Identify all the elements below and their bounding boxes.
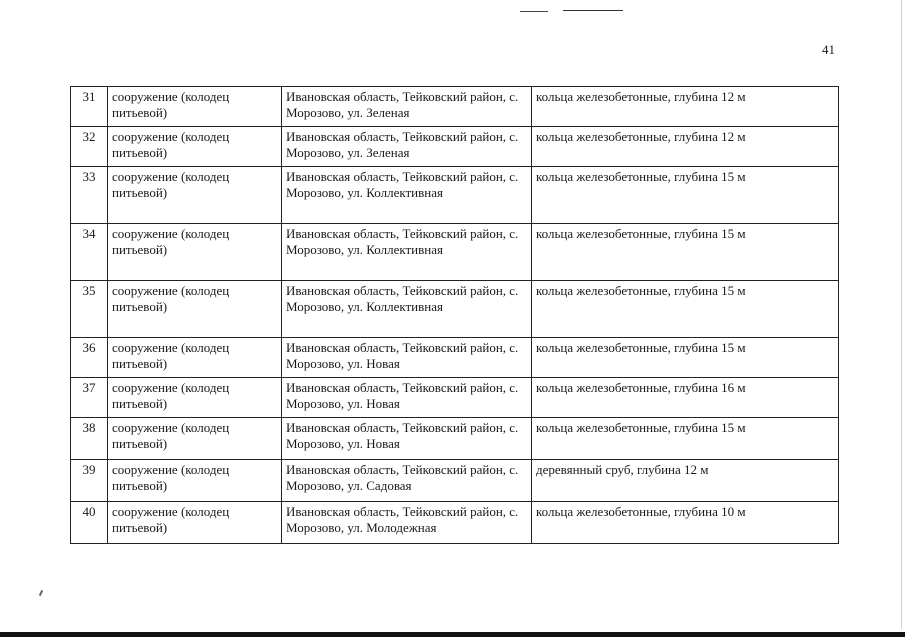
table-row — [71, 224, 839, 281]
object-address: Ивановская область, Тейковский район, с. Морозово, ул. Молодежная — [282, 502, 532, 544]
table-row — [71, 460, 839, 502]
object-name: сооружение (колодец питьевой) — [108, 502, 282, 544]
object-description: кольца железобетонные, глубина 15 м — [532, 281, 839, 338]
row-number: 39 — [71, 460, 108, 502]
scan-edge-line — [901, 0, 902, 640]
row-number: 40 — [71, 502, 108, 544]
wells-registry-table — [70, 86, 839, 544]
table-row — [71, 87, 839, 127]
object-description: кольца железобетонные, глубина 15 м — [532, 338, 839, 378]
object-address: Ивановская область, Тейковский район, с. Морозово, ул. Новая — [282, 378, 532, 418]
object-description: кольца железобетонные, глубина 15 м — [532, 418, 839, 460]
object-name: сооружение (колодец питьевой) — [108, 338, 282, 378]
object-address: Ивановская область, Тейковский район, с. Морозово, ул. Зеленая — [282, 87, 532, 127]
object-description: кольца железобетонные, глубина 10 м — [532, 502, 839, 544]
table-row — [71, 502, 839, 544]
scan-mark — [563, 10, 623, 11]
object-name: сооружение (колодец питьевой) — [108, 224, 282, 281]
page-number: 41 — [822, 42, 835, 57]
table-row — [71, 127, 839, 167]
object-address: Ивановская область, Тейковский район, с. Морозово, ул. Коллективная — [282, 224, 532, 281]
object-description: кольца железобетонные, глубина 16 м — [532, 378, 839, 418]
object-address: Ивановская область, Тейковский район, с. Морозово, ул. Новая — [282, 338, 532, 378]
object-address: Ивановская область, Тейковский район, с. Морозово, ул. Коллективная — [282, 167, 532, 224]
object-description: кольца железобетонные, глубина 15 м — [532, 224, 839, 281]
object-description: кольца железобетонные, глубина 15 м — [532, 167, 839, 224]
scan-speck — [39, 590, 43, 596]
object-address: Ивановская область, Тейковский район, с. Морозово, ул. Новая — [282, 418, 532, 460]
object-description: деревянный сруб, глубина 12 м — [532, 460, 839, 502]
table-row — [71, 418, 839, 460]
object-name: сооружение (колодец питьевой) — [108, 127, 282, 167]
object-name: сооружение (колодец питьевой) — [108, 418, 282, 460]
row-number: 31 — [71, 87, 108, 127]
object-description: кольца железобетонные, глубина 12 м — [532, 127, 839, 167]
row-number: 38 — [71, 418, 108, 460]
row-number: 37 — [71, 378, 108, 418]
object-name: сооружение (колодец питьевой) — [108, 460, 282, 502]
object-name: сооружение (колодец питьевой) — [108, 167, 282, 224]
row-number: 32 — [71, 127, 108, 167]
object-name: сооружение (колодец питьевой) — [108, 87, 282, 127]
table-row — [71, 378, 839, 418]
table-row — [71, 167, 839, 224]
object-address: Ивановская область, Тейковский район, с. Морозово, ул. Садовая — [282, 460, 532, 502]
object-address: Ивановская область, Тейковский район, с. Морозово, ул. Зеленая — [282, 127, 532, 167]
scan-bottom-bar — [0, 629, 905, 640]
row-number: 36 — [71, 338, 108, 378]
table-row — [71, 281, 839, 338]
scan-mark — [520, 11, 548, 12]
object-name: сооружение (колодец питьевой) — [108, 378, 282, 418]
object-name: сооружение (колодец питьевой) — [108, 281, 282, 338]
table-row — [71, 338, 839, 378]
row-number: 34 — [71, 224, 108, 281]
object-description: кольца железобетонные, глубина 12 м — [532, 87, 839, 127]
row-number: 33 — [71, 167, 108, 224]
row-number: 35 — [71, 281, 108, 338]
object-address: Ивановская область, Тейковский район, с. Морозово, ул. Коллективная — [282, 281, 532, 338]
